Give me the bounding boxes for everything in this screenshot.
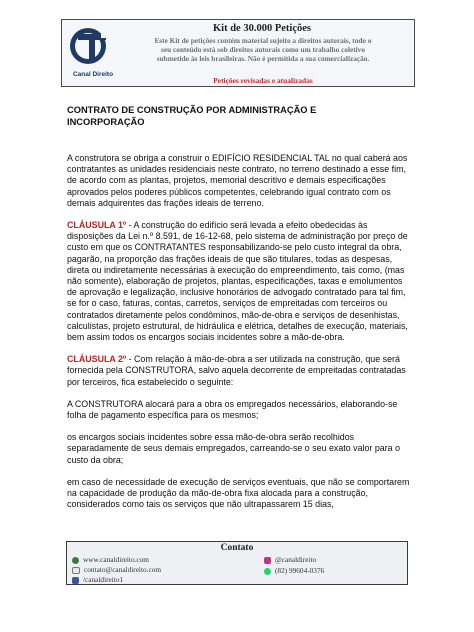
document-title: [67, 104, 413, 128]
contact-footer: [66, 541, 408, 585]
instagram-icon: [264, 557, 271, 564]
clause-2-item-a: A CONSTRUTORA alocará para a obra os empregados necessários, elaborando-se folha de pagamento específica para os mesmos;: [67, 398, 398, 421]
email-text: contato@canaldireito.com: [84, 565, 162, 574]
globe-icon: [72, 557, 79, 564]
whatsapp-icon: [264, 568, 271, 575]
facebook-icon: [72, 577, 79, 584]
contact-title: Contato: [220, 543, 254, 553]
envelope-icon: [72, 567, 80, 574]
kit-description: [117, 36, 409, 64]
logo-label: Canal Direito: [72, 71, 114, 78]
revised-note: Petições revisadas e atualizadas: [213, 76, 313, 85]
document-title-line: CONTRATO DE CONSTRUÇÃO POR ADMINISTRAÇÃO E: [67, 105, 317, 115]
kit-description-line: Este Kit de petições contém material sujeito a direitos autorais, todo o: [154, 36, 372, 45]
clause-2: [67, 354, 413, 388]
kit-description-line: submetido às leis brasileiras. Não é permitida a sua comercialização.: [156, 54, 370, 64]
intro-paragraph: A construtora se obriga a construir o EDIFÍCIO RESIDENCIAL TAL no qual caberá aos contratantes as unidades residenciais neste contrato, no terreno destinado a esse fim, de acordo com as plantas, projetos, memorial descritivo e demais especificações aprovados pelos poderes públicos competentes, celebrando igual contrato com os demais adquirentes das frações ideais de terreno.: [67, 153, 408, 208]
clause-2-item-c: em caso de necessidade de execução de serviços eventuais, que não se comportarem na capacidade de produção da mão-de-obra fixa alocada para a construção, considerados como tais os serviços que não ultrapassarem 15 dias,: [67, 476, 410, 510]
kit-description-line: seu conteúdo está sob direitos autorais como um trabalho coletivo: [161, 45, 365, 55]
website-text: www.canaldireito.com: [83, 555, 149, 564]
facebook-link[interactable]: [72, 575, 123, 584]
clause-1-label: CLÁUSULA 1º: [67, 220, 127, 231]
document-title-line: INCORPORAÇÃO: [67, 117, 145, 127]
clause-2-text: - Com relação à mão-de-obra a ser utilizada na construção, que será fornecida pela CONSTRUTORA, salvo aquela decorrente de empreitadas contratadas por terceiros, fica estabelecido o seguinte:: [67, 354, 406, 387]
canal-direito-logo: [68, 26, 112, 82]
kit-title: Kit de 30.000 Petições: [213, 23, 311, 34]
logo-emblem-icon: [68, 26, 112, 70]
instagram-link[interactable]: [264, 555, 316, 564]
kit-header-banner: [61, 19, 415, 87]
contract-document: [67, 104, 413, 510]
website-link[interactable]: [72, 555, 149, 564]
email-link[interactable]: [72, 565, 161, 574]
clause-1: [67, 220, 413, 343]
whatsapp-link[interactable]: [264, 566, 324, 575]
instagram-text: @canaldireito: [275, 555, 317, 564]
facebook-text: /canaldireito1: [83, 575, 124, 584]
clause-2-label: CLÁUSULA 2º: [67, 354, 127, 365]
whatsapp-text: (82) 99604-0376: [275, 566, 325, 575]
clause-1-text: - A construção do edifício será levada a efeito obedecidas às disposições da Lei n.º 8.591, de 16-12-68, pelo sistema de administração por preço de custo em que os CONTRATANTES responsabilizando-se pelo custo integral da obra, pagarão, na proporção das frações ideais de que são titulares, todas as despesas, direta ou indiretamente necessárias à execução do empreendimento, tais como, (mas não somente), elaboração de projetos, plantas, especificações, taxas e emolumentos de aprovação e legalização, inclusive honorários de advogado contratado para tal fim, se for o caso, faturas, contas, carretos, serviços de empreitadas com terceiros ou contratados diretamente pelos condôminos, mão-de-obra e serviços de desenhistas, calculistas, projeto estrutural, de hidráulica e elétrica, detalhes de execução, materiais, bem assim todos os encargos sociais incidentes sobre a mão-de-obra.: [67, 220, 408, 343]
clause-2-item-b: os encargos sociais incidentes sobre essa mão-de-obra serão recolhidos separadamente de seus demais empregados, carreando-se o seu exato valor para o custo da obra;: [67, 432, 401, 465]
